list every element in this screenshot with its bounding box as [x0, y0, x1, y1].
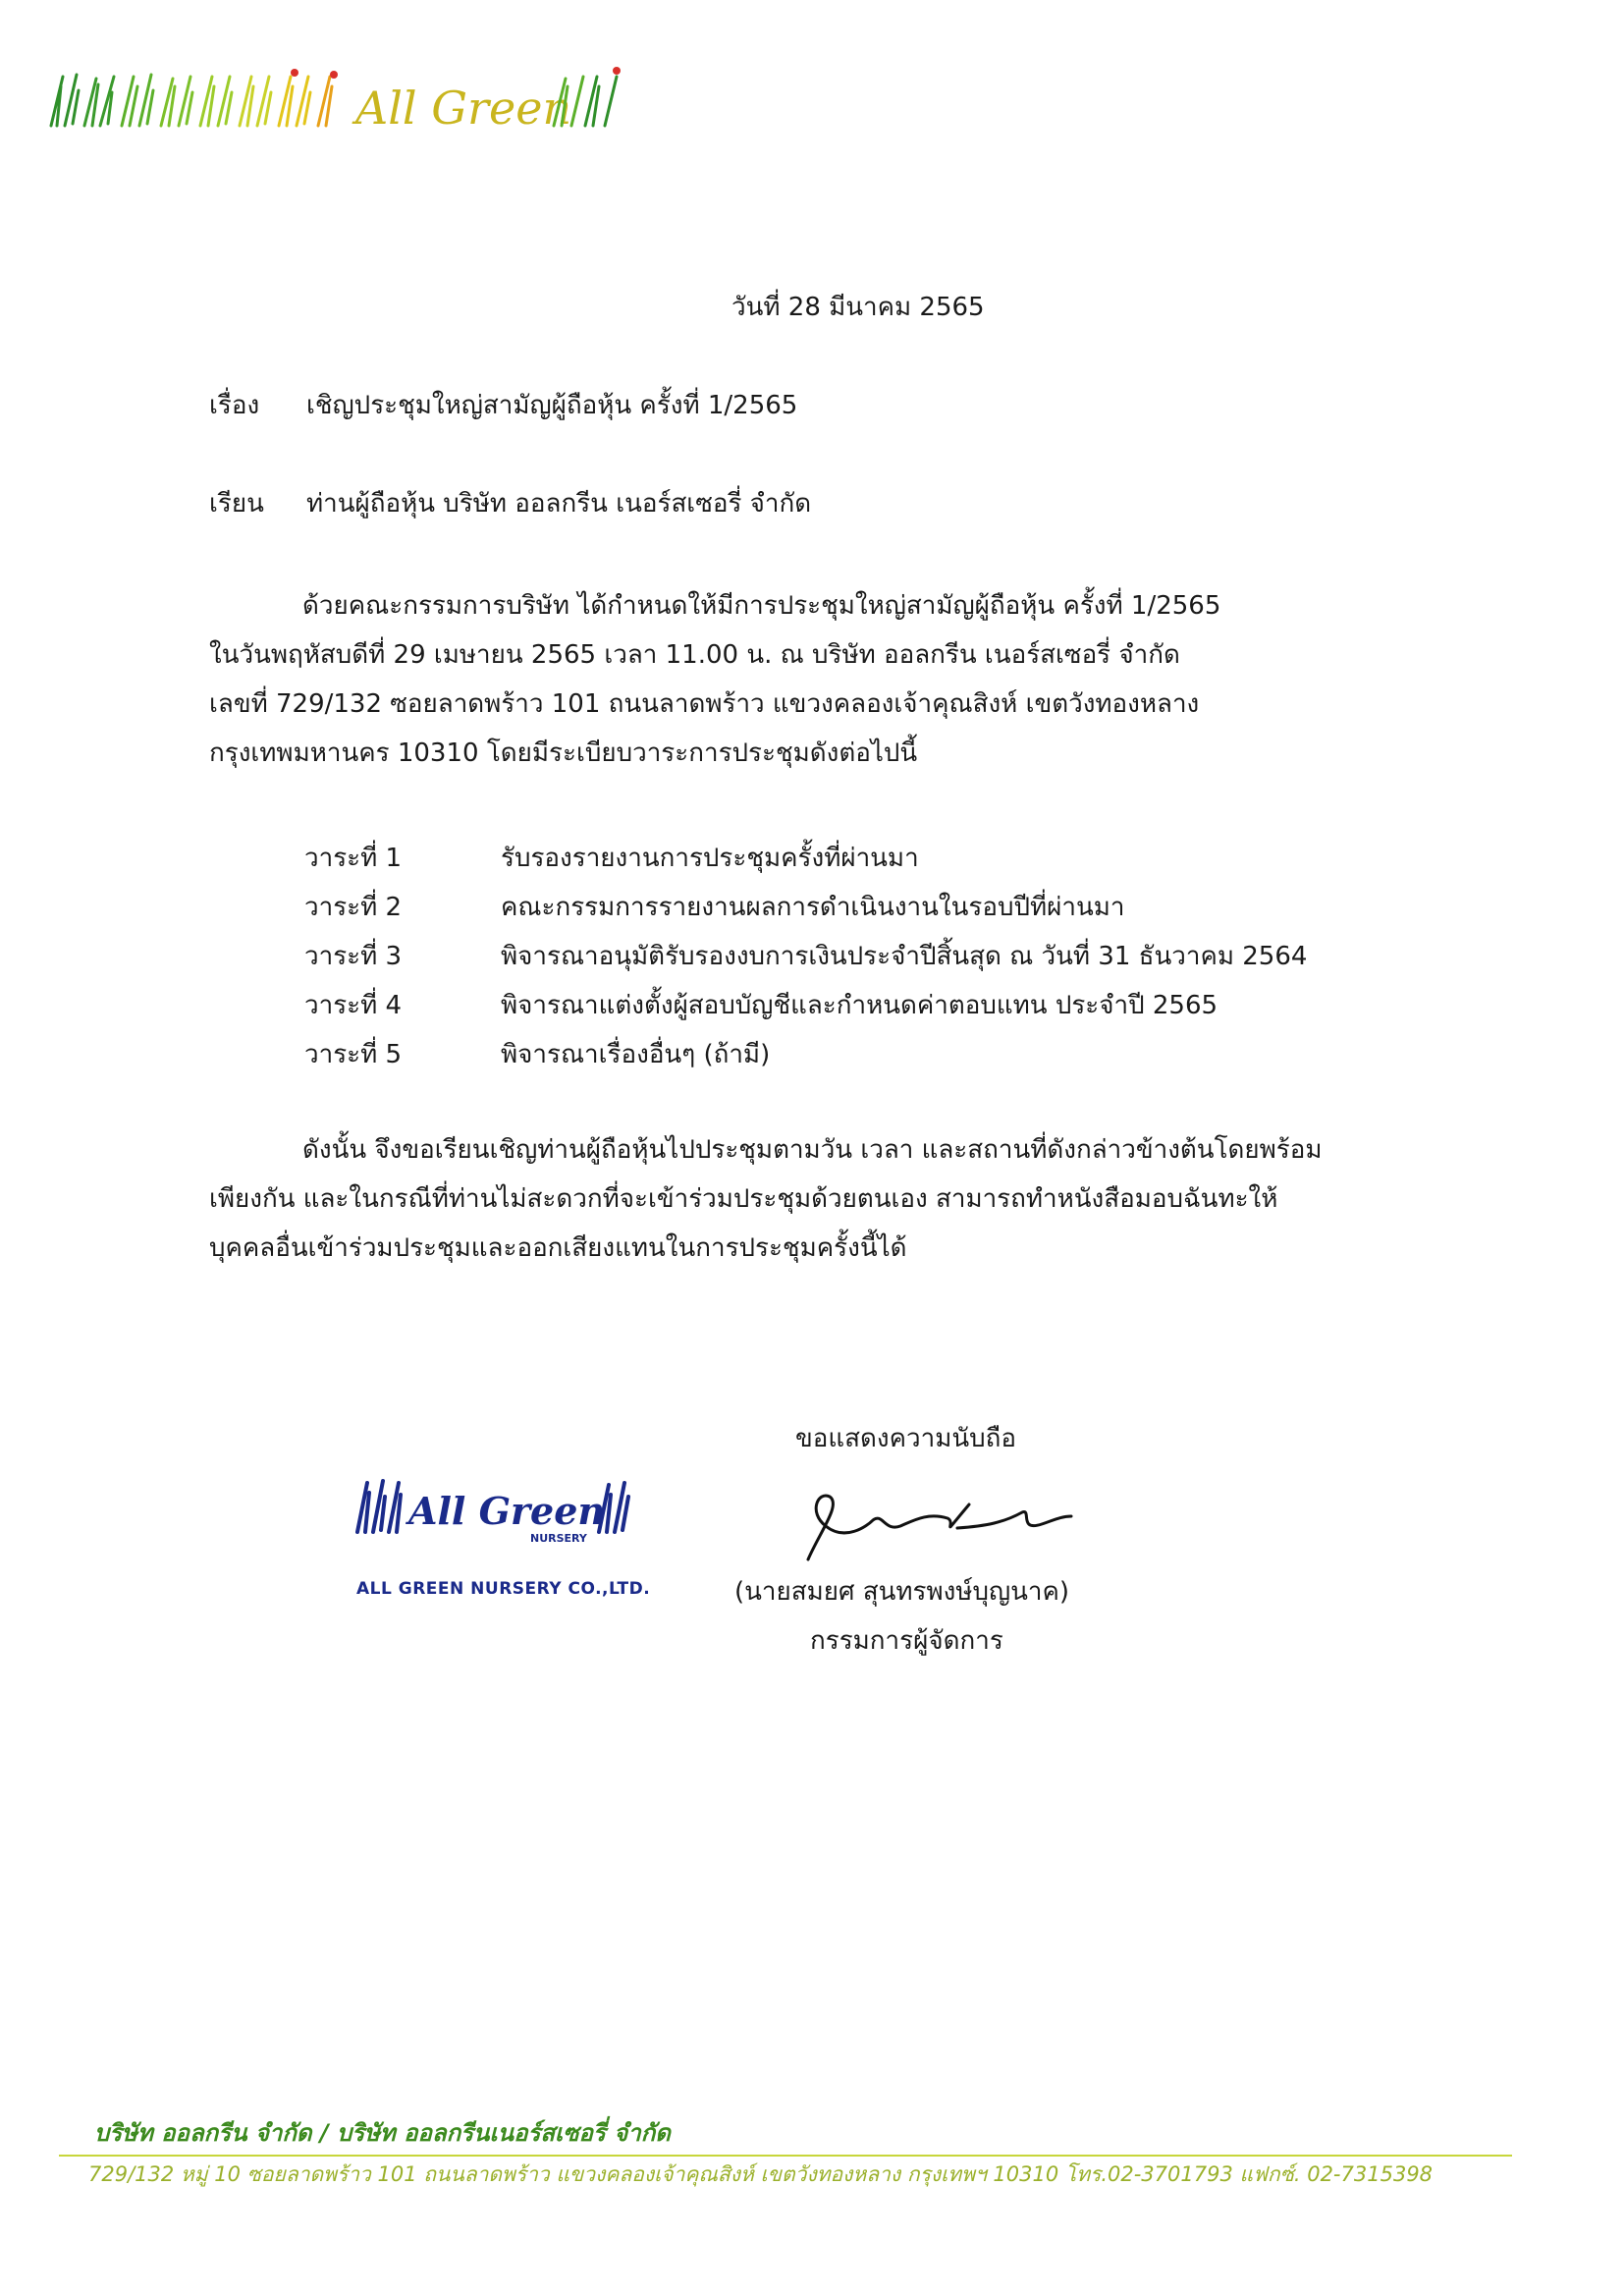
agenda-item [304, 1029, 1307, 1078]
signer-name: (นายสมยศ สุนทรพงษ์บุญนาค) [734, 1577, 1070, 1607]
signature [790, 1483, 1075, 1571]
agenda-number: วาระที่ 5 [304, 1039, 403, 1069]
agenda-number: วาระที่ 2 [304, 892, 403, 922]
intro-line: เลขที่ 729/132 ซอยลาดพร้าว 101 ถนนลาดพร้าว แขวงคลองเจ้าคุณสิงห์ เขตวังทองหลาง [209, 689, 1200, 719]
regards-text: ขอแสดงความนับถือ [795, 1424, 1016, 1453]
stamp-sub-text: NURSERY [530, 1532, 587, 1545]
stamp-company-name: ALL GREEN NURSERY CO.,LTD. [356, 1579, 651, 1599]
intro-line: ในวันพฤหัสบดีที่ 29 เมษายน 2565 เวลา 11.00 น. ณ บริษัท ออลกรีน เนอร์สเซอรี่ จำกัด [209, 640, 1180, 670]
closing-line: เพียงกัน และในกรณีที่ท่านไม่สะดวกที่จะเข้าร่วมประชุมด้วยตนเอง สามารถทำหนังสือมอบฉันทะให้ [209, 1184, 1278, 1214]
recipient-text: ท่านผู้ถือหุ้น บริษัท ออลกรีน เนอร์สเซอรี่ จำกัด [306, 489, 812, 519]
grass-strokes-left [51, 69, 338, 126]
agenda-number: วาระที่ 1 [304, 843, 403, 873]
agenda-text: พิจารณาแต่งตั้งผู้สอบบัญชีและกำหนดค่าตอบแทน ประจำปี 2565 [501, 990, 1218, 1020]
agenda-item [304, 980, 1307, 1029]
agenda-text: คณะกรรมการรายงานผลการดำเนินงานในรอบปีที่ผ่านมา [501, 892, 1125, 922]
closing-paragraph [209, 1125, 1417, 1273]
agenda-text: รับรองรายงานการประชุมครั้งที่ผ่านมา [501, 843, 919, 873]
agenda-item [304, 882, 1307, 931]
footer-company-name: บริษัท ออลกรีน จำกัด / บริษัท ออลกรีนเนอร์สเซอรี่ จำกัด [94, 2119, 671, 2147]
intro-line: กรุงเทพมหานคร 10310 โดยมีระเบียบวาระการประชุมดังต่อไปนี้ [209, 738, 918, 768]
intro-line: ด้วยคณะกรรมการบริษัท ได้กำหนดให้มีการประชุมใหญ่สามัญผู้ถือหุ้น ครั้งที่ 1/2565 [302, 591, 1221, 621]
footer-divider [59, 2155, 1512, 2157]
stamp-logo-text: All Green [408, 1489, 606, 1533]
agenda-item [304, 931, 1307, 980]
company-stamp [353, 1463, 648, 1552]
agenda-list [304, 833, 1307, 1078]
agenda-text: พิจารณาอนุมัติรับรองงบการเงินประจำปีสิ้นสุด ณ วันที่ 31 ธันวาคม 2564 [501, 941, 1308, 971]
agenda-number: วาระที่ 3 [304, 941, 403, 971]
subject-text: เชิญประชุมใหญ่สามัญผู้ถือหุ้น ครั้งที่ 1/2565 [306, 391, 798, 420]
agenda-text: พิจารณาเรื่องอื่นๆ (ถ้ามี) [501, 1039, 771, 1069]
closing-line: บุคคลอื่นเข้าร่วมประชุมและออกเสียงแทนในการประชุมครั้งนี้ได้ [209, 1233, 907, 1263]
agenda-number: วาระที่ 4 [304, 990, 403, 1020]
agenda-item [304, 833, 1307, 882]
company-logo [43, 47, 632, 145]
closing-line: ดังนั้น จึงขอเรียนเชิญท่านผู้ถือหุ้นไปประชุมตามวัน เวลา และสถานที่ดังกล่าวข้างต้นโดยพร้อม [302, 1135, 1323, 1165]
signer-title: กรรมการผู้จัดการ [810, 1626, 1003, 1656]
footer-address: 729/132 หมู่ 10 ซอยลาดพร้าว 101 ถนนลาดพร้าว แขวงคลองเจ้าคุณสิงห์ เขตวังทองหลาง กรุงเทพฯ 10310 โทร.02-3701793 แฟกซ์. 02-7315398 [88, 2162, 1434, 2186]
intro-paragraph [209, 581, 1417, 778]
subject-label: เรื่อง [209, 391, 260, 420]
letter-date: วันที่ 28 มีนาคม 2565 [731, 293, 985, 322]
recipient-label: เรียน [209, 489, 264, 519]
stamp-grass-left [357, 1481, 401, 1532]
logo-text: All Green [355, 82, 572, 135]
